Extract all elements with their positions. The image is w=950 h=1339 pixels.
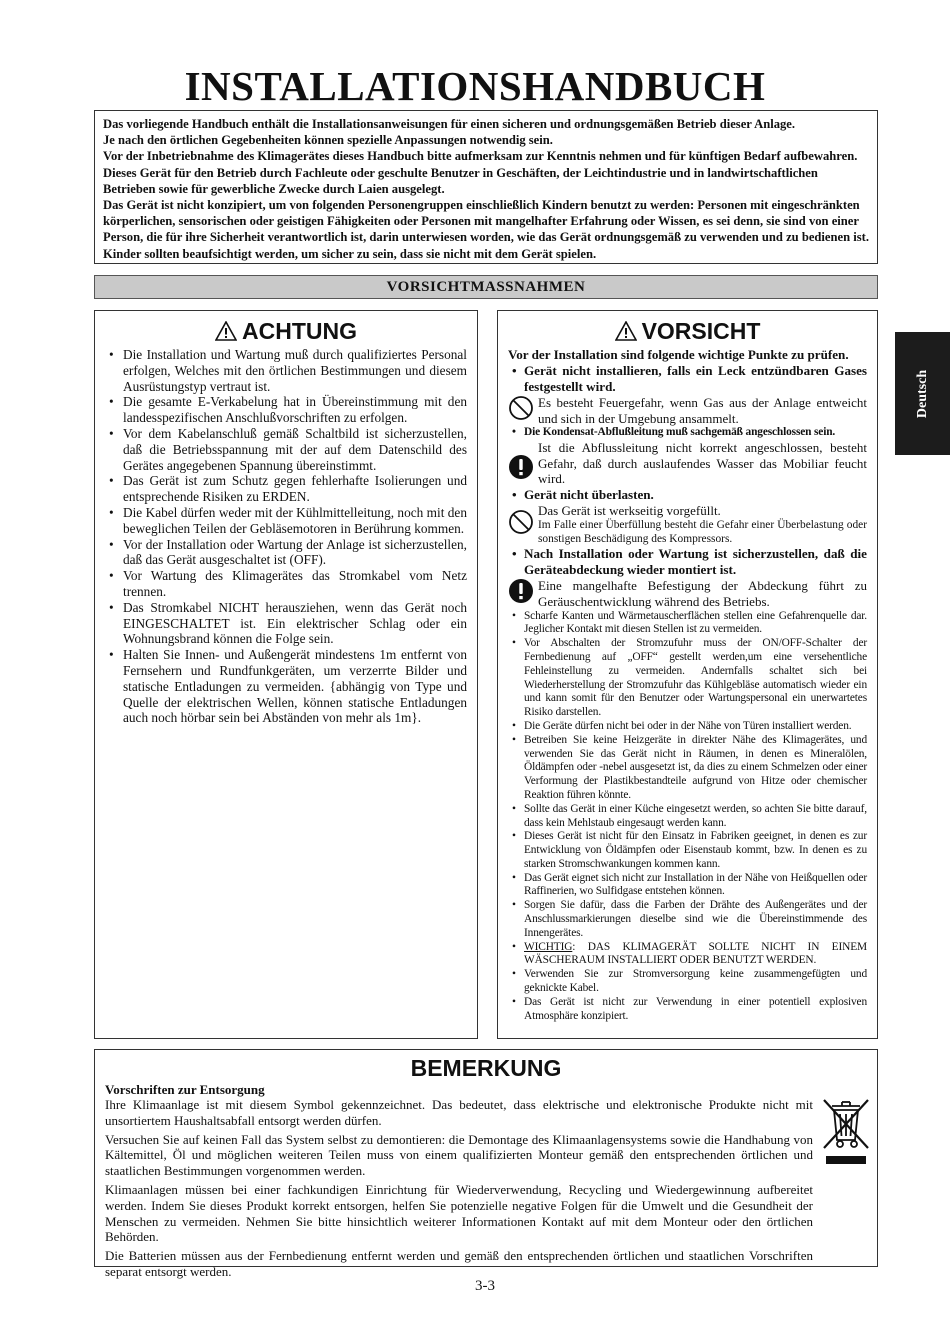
prohibition-note <box>508 503 867 547</box>
note-text: Ist die Abflussleitung nicht korrekt angeschlossen, besteht Gefahr, daß durch auslaufendes Wasser das Mobiliar feucht wird. <box>538 439 867 487</box>
list-item: • Gerät nicht installieren, falls ein Leck entzündbaren Gases festgestellt wird. <box>508 363 867 395</box>
intro-line: Dieses Gerät für den Betrieb durch Fachleute oder geschulte Benutzer in Geschäften, der Leichtindustrie und in landwirtschaftlichen Betrieben sowie für gewerbliche Zwecke durch Laien ausgelegt. <box>103 165 818 196</box>
mandatory-note <box>508 578 867 609</box>
page-number: 3-3 <box>475 1278 495 1294</box>
intro-box <box>94 110 878 264</box>
note-text: Eine mangelhafte Befestigung der Abdeckung führt zu Geräuschentwicklung während des Betriebs. <box>538 578 867 609</box>
paragraph: Versuchen Sie auf keinen Fall das System selbst zu demontieren: die Demontage des Klimaanlagensystems sowie die Handhabung von Kältemittel, Öl und möglichen weiteren Teilen muss von einem qualifizierten Monteur gemäß den entsprechenden örtlichen und staatlichen Bestimmungen vorgenommen werden. <box>105 1131 813 1179</box>
intro-line: Je nach den örtlichen Gegebenheiten können spezielle Anpassungen notwendig sein. <box>103 133 553 148</box>
section-header: VORSICHTMASSNAHMEN <box>94 275 878 299</box>
list-item: • Das Stromkabel NICHT herausziehen, wenn das Gerät noch EINGESCHALTET ist. Ein elektrischer Schlag oder ein Wohnungsbrand können die Folge sein. <box>105 600 467 647</box>
warning-triangle-icon <box>615 321 637 341</box>
list-item: • Vor dem Kabelanschluß gemäß Schaltbild ist sicherzustellen, daß die Betriebsspannung mit der auf dem Datenschild des Gerätes angegebenen Spannung übereinstimmt. <box>105 426 467 473</box>
list-item: • Das Gerät ist zum Schutz gegen fehlerhafte Isolierungen und entsprechende Risiken zu ERDEN. <box>105 473 467 505</box>
achtung-heading: ACHTUNG <box>242 318 357 344</box>
vorsicht-intro: Vor der Installation sind folgende wichtige Punkte zu prüfen. <box>508 347 849 362</box>
vorsicht-heading: VORSICHT <box>641 318 761 344</box>
bemerkung-subheading: Vorschriften zur Entsorgung <box>105 1082 265 1097</box>
list-item: • Die Geräte dürfen nicht bei oder in der Nähe von Türen installiert werden. <box>508 720 867 734</box>
exclamation-icon <box>508 578 534 604</box>
language-tab <box>895 332 950 455</box>
intro-line: Kinder sollten beaufsichtigt werden, um sicher zu sein, dass sie nicht mit dem Gerät spielen. <box>103 246 597 261</box>
intro-line: Das Gerät ist nicht konzipiert, um von folgenden Personengruppen einschließlich Kindern benutzt zu werden: Personen mit eingeschränkten körperlichen, sensorischen oder geistigen Fähigkeiten oder Personen mit mangelhafter Erfahrung oder Wissen, es sei denn, sie sind von einer Person, die für ihre Sicherheit verantwortlich ist, darin unterwiesen worden, wie das Gerät ordnungsgemäß zu verwenden und zu bedienen ist. <box>103 198 869 245</box>
list-item: • Die Kondensat-Abflußleitung muß sachgemäß angeschlossen sein. <box>508 426 867 440</box>
list-item: • Die gesamte E-Verkabelung hat in Übereinstimmung mit den landesspezifischen Anschlußvorschriften zu erfolgen. <box>105 394 467 426</box>
list-item: • Scharfe Kanten und Wärmetauscherflächen stellen eine Gefahrenquelle dar. Jeglicher Kontakt mit diesen Stellen ist zu vermeiden. <box>508 610 867 638</box>
vorsicht-list <box>508 363 867 1023</box>
wichtig-label: WICHTIG <box>524 940 573 953</box>
list-item: • Die Installation und Wartung muß durch qualifiziertes Personal erfolgen, Welches mit den örtlichen Bestimmungen und diesem Ausrüstungstyp vertraut ist. <box>105 347 467 394</box>
intro-line: Vor der Inbetriebnahme des Klimagerätes dieses Handbuch bitte aufmerksam zur Kenntnis nehmen und für künftigen Bedarf aufbewahren. <box>103 149 858 164</box>
note-text: Es besteht Feuergefahr, wenn Gas aus der Anlage entweicht und sich in der Umgebung ansammelt. <box>538 395 867 426</box>
language-tab-label: Deutsch <box>914 369 930 418</box>
bemerkung-text <box>105 1097 813 1280</box>
list-item: • Dieses Gerät ist nicht für den Einsatz in Fabriken geeignet, in denen es zur Entwicklung von Öldämpfen oder Eisenstaub kommt, bzw. In denen es zu starken Stromschwankungen kommen kann. <box>508 830 867 871</box>
vorsicht-heading-row <box>508 317 867 345</box>
crossed-out-wheelie-bin-icon <box>820 1094 872 1172</box>
vorsicht-box <box>497 310 878 1039</box>
achtung-heading-row <box>105 317 467 345</box>
prohibition-note <box>508 395 867 426</box>
list-item: • Verwenden Sie zur Stromversorgung keine zusammengefügten und geknickte Kabel. <box>508 968 867 996</box>
list-item: • Das Gerät ist nicht zur Verwendung in einer potentiell explosiven Atmosphäre konzipiert. <box>508 996 867 1024</box>
paragraph: Klimaanlagen müssen bei einer fachkundigen Einrichtung für Wiederverwendung, Recycling und Wiedergewinnung aufbereitet werden. Indem Sie dieses Produkt korrekt entsorgen, helfen Sie potenzielle negative Folgen für die Umwelt und die Gesundheit der Menschen zu vermeiden. Nehmen Sie bitte hinsichtlich weiterer Informationen Kontakt auf mit dem Monteur oder den örtlichen Behörden. <box>105 1181 813 1245</box>
exclamation-icon <box>508 454 534 480</box>
list-item: • Sorgen Sie dafür, dass die Farben der Drähte des Außengerätes und der Anschlussmarkierungen dieselbe sind wie die Übereinstimmende des Innengerätes. <box>508 899 867 940</box>
note-text: Im Falle einer Überfüllung besteht die Gefahr einer Überbelastung oder sonstigen Beschädigung des Kompressors. <box>538 519 867 546</box>
list-item: • Vor Wartung des Klimagerätes das Stromkabel vom Netz trennen. <box>105 568 467 600</box>
list-item: • Vor der Installation oder Wartung der Anlage ist sicherzustellen, daß das Gerät ausgeschaltet ist (OFF). <box>105 537 467 569</box>
list-item: • Vor Abschalten der Stromzufuhr muss der ON/OFF-Schalter der Fernbedienung auf „OFF“ gestellt werden,um eine versehentliche Fehleinstellung zu vermeiden. Andernfalls schaltet sich bei Wiederherstellung der Stromzufuhr das Kühlgebläse automatisch wieder ein und kann somit für den Benutzer oder Wartungspersonal ein unerwartetes Risiko darstellen. <box>508 637 867 720</box>
wichtig-text: : DAS KLIMAGERÄT SOLLTE NICHT IN EINEM WÄSCHERAUM INSTALLIERT ODER BENUTZT WERDEN. <box>524 940 867 967</box>
paragraph: Die Batterien müssen aus der Fernbedienung entfernt werden und gemäß den entsprechenden örtlichen und staatlichen Vorschriften separat entsorgt werden. <box>105 1248 813 1279</box>
mandatory-note <box>508 440 867 487</box>
list-item: • Sollte das Gerät in einer Küche eingesetzt werden, so achten Sie bitte darauf, dass kein Mehlstaub eingesaugt werden kann. <box>508 803 867 831</box>
list-item-wichtig <box>508 941 867 969</box>
note-text: Das Gerät ist werkseitig vorgefüllt. <box>538 502 721 518</box>
list-item: • Betreiben Sie keine Heizgeräte in direkter Nähe des Klimagerätes, und verwenden Sie das Gerät nicht in Räumen, in denen es Mineralölen, Öldämpfen oder -nebel ausgesetzt ist, da dies zu einem Schmelzen oder einer Verformung der Plastikbestandteile aufgrund von Hitze oder chemischer Reaktion führen könnte. <box>508 734 867 803</box>
list-item: • Nach Installation oder Wartung ist sicherzustellen, daß die Geräteabdeckung wieder montiert ist. <box>508 546 867 578</box>
list-item: • Gerät nicht überlasten. <box>508 487 867 503</box>
achtung-box <box>94 310 478 1039</box>
bemerkung-heading: BEMERKUNG <box>410 1055 562 1081</box>
list-item: • Das Gerät eignet sich nicht zur Installation in der Nähe von Heißquellen oder Raffinerien, wo Sulfidgase entstehen können. <box>508 872 867 900</box>
intro-line: Das vorliegende Handbuch enthält die Installationsanweisungen für einen sicheren und ordnungsgemäßen Betrieb dieser Anlage. <box>103 117 796 131</box>
warning-triangle-icon <box>215 321 237 341</box>
list-item: • Halten Sie Innen- und Außengerät mindestens 1m entfernt von Fernsehern und Rundfunkgeräten, um verzerrte Bilder und statische Entladungen zu vermeiden. {abhängig von Type und Quelle der elektrischen Wellen, können statische Entladungen auch noch hörbar sein bei Abständen von mehr als 1m}. <box>105 647 467 726</box>
paragraph: Ihre Klimaanlage ist mit diesem Symbol gekennzeichnet. Das bedeutet, dass elektrische und elektronische Produkte nicht mit unsortiertem Haushaltsabfall entsorgt werden dürfen. <box>105 1097 813 1128</box>
achtung-list <box>105 347 467 726</box>
bemerkung-box <box>94 1049 878 1279</box>
list-item: • Die Kabel dürfen weder mit der Kühlmittelleitung, noch mit den beweglichen Teilen der Gebläsemotoren in Berührung kommen. <box>105 505 467 537</box>
prohibited-icon <box>508 395 534 421</box>
prohibited-icon <box>508 509 534 535</box>
page-title: INSTALLATIONSHANDBUCH <box>184 63 766 109</box>
